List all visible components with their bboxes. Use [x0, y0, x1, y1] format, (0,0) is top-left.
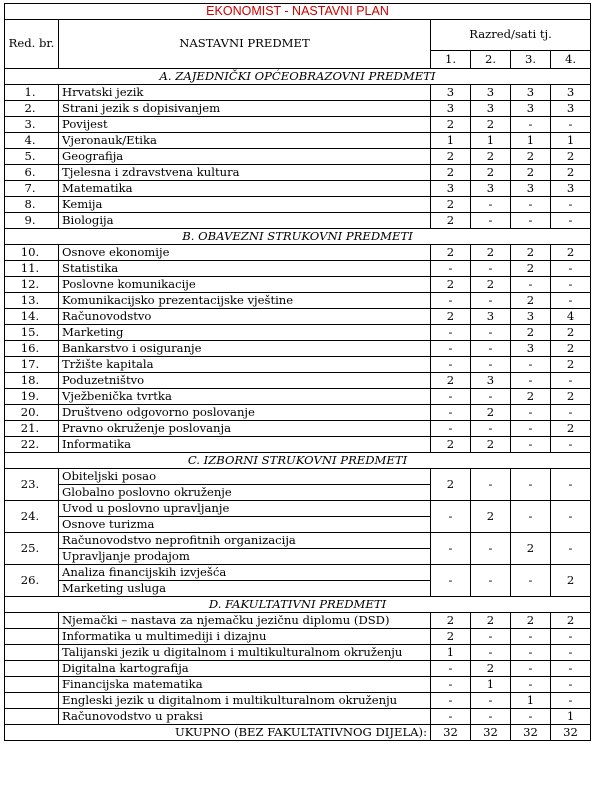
table-row — [5, 613, 591, 629]
row-number — [5, 709, 59, 725]
hours-cell: - — [471, 341, 511, 357]
header-red-br: Red. br. — [5, 20, 59, 69]
hours-cell: 2 — [471, 405, 511, 421]
hours-cell: - — [511, 677, 551, 693]
hours-cell: 2 — [551, 613, 591, 629]
hours-cell: 2 — [511, 165, 551, 181]
row-number: 25. — [5, 533, 59, 565]
hours-cell: 2 — [551, 565, 591, 597]
table-row — [5, 181, 591, 197]
hours-cell: 1 — [431, 133, 471, 149]
row-number: 9. — [5, 213, 59, 229]
table-row — [5, 389, 591, 405]
hours-cell: - — [471, 357, 511, 373]
table-row — [5, 469, 591, 485]
hours-cell: - — [511, 405, 551, 421]
subject-name: Marketing — [59, 325, 431, 341]
section-title: D. FAKULTATIVNI PREDMETI — [5, 597, 591, 613]
subject-name: Društveno odgovorno poslovanje — [59, 405, 431, 421]
hours-cell: 2 — [431, 309, 471, 325]
subject-name: Tjelesna i zdravstvena kultura — [59, 165, 431, 181]
total-cell: 32 — [471, 725, 511, 741]
subject-name: Talijanski jezik u digitalnom i multikulturalnom okruženju — [59, 645, 431, 661]
hours-cell: - — [431, 501, 471, 533]
row-number — [5, 629, 59, 645]
hours-cell: 2 — [471, 501, 511, 533]
hours-cell: - — [551, 293, 591, 309]
hours-cell: - — [511, 661, 551, 677]
subject-name: Računovodstvo — [59, 309, 431, 325]
hours-cell: - — [431, 261, 471, 277]
row-number: 6. — [5, 165, 59, 181]
hours-cell: - — [471, 389, 511, 405]
hours-cell: 3 — [551, 101, 591, 117]
table-row — [5, 101, 591, 117]
table-row — [5, 437, 591, 453]
row-number: 12. — [5, 277, 59, 293]
hours-cell: - — [431, 693, 471, 709]
hours-cell: - — [471, 421, 511, 437]
hours-cell: 2 — [431, 437, 471, 453]
subject-name: Obiteljski posao — [59, 469, 431, 485]
hours-cell: 2 — [511, 533, 551, 565]
hours-cell: - — [471, 197, 511, 213]
table-row — [5, 357, 591, 373]
subject-name: Hrvatski jezik — [59, 85, 431, 101]
hours-cell: - — [551, 261, 591, 277]
subject-name: Marketing usluga — [59, 581, 431, 597]
hours-cell: 3 — [471, 373, 511, 389]
table-row — [5, 197, 591, 213]
hours-cell: 3 — [431, 85, 471, 101]
hours-cell: 2 — [431, 469, 471, 501]
row-number: 4. — [5, 133, 59, 149]
hours-cell: - — [511, 469, 551, 501]
subject-name: Digitalna kartografija — [59, 661, 431, 677]
subject-name: Osnove ekonomije — [59, 245, 431, 261]
table-row — [5, 677, 591, 693]
hours-cell: - — [551, 501, 591, 533]
row-number: 16. — [5, 341, 59, 357]
hours-cell: - — [551, 677, 591, 693]
total-label: UKUPNO (BEZ FAKULTATIVNOG DIJELA): — [5, 725, 431, 741]
row-number: 18. — [5, 373, 59, 389]
hours-cell: 2 — [511, 245, 551, 261]
hours-cell: - — [431, 293, 471, 309]
total-row — [5, 725, 591, 741]
hours-cell: 3 — [511, 101, 551, 117]
table-row — [5, 325, 591, 341]
hours-cell: 2 — [511, 261, 551, 277]
hours-cell: 4 — [551, 309, 591, 325]
hours-cell: 2 — [431, 373, 471, 389]
hours-cell: - — [511, 117, 551, 133]
hours-cell: 2 — [431, 149, 471, 165]
hours-cell: 2 — [471, 437, 511, 453]
row-number — [5, 693, 59, 709]
hours-cell: 2 — [551, 389, 591, 405]
table-row — [5, 693, 591, 709]
row-number: 15. — [5, 325, 59, 341]
hours-cell: 2 — [431, 613, 471, 629]
hours-cell: 2 — [431, 629, 471, 645]
hours-cell: 3 — [511, 181, 551, 197]
hours-cell: - — [511, 565, 551, 597]
hours-cell: - — [551, 693, 591, 709]
hours-cell: - — [511, 277, 551, 293]
header-year: 4. — [551, 51, 591, 69]
hours-cell: - — [431, 405, 471, 421]
hours-cell: 2 — [511, 613, 551, 629]
table-title: EKONOMIST - NASTAVNI PLAN — [5, 4, 591, 20]
section-title: A. ZAJEDNIČKI OPĆEOBRAZOVNI PREDMETI — [5, 69, 591, 85]
hours-cell: 2 — [471, 149, 511, 165]
table-row — [5, 277, 591, 293]
hours-cell: 2 — [471, 661, 511, 677]
header-year: 2. — [471, 51, 511, 69]
hours-cell: 3 — [511, 85, 551, 101]
subject-name: Financijska matematika — [59, 677, 431, 693]
table-row — [5, 245, 591, 261]
table-row — [5, 629, 591, 645]
hours-cell: 2 — [551, 357, 591, 373]
row-number: 13. — [5, 293, 59, 309]
hours-cell: 2 — [431, 245, 471, 261]
subject-name: Pravno okruženje poslovanja — [59, 421, 431, 437]
hours-cell: - — [431, 677, 471, 693]
hours-cell: - — [471, 709, 511, 725]
table-row — [5, 709, 591, 725]
hours-cell: - — [511, 197, 551, 213]
row-number — [5, 677, 59, 693]
header-year: 1. — [431, 51, 471, 69]
subject-name: Računovodstvo u praksi — [59, 709, 431, 725]
total-cell: 32 — [551, 725, 591, 741]
header-subject: NASTAVNI PREDMET — [59, 20, 431, 69]
hours-cell: - — [431, 709, 471, 725]
hours-cell: - — [511, 421, 551, 437]
curriculum-document — [4, 3, 590, 741]
row-number: 8. — [5, 197, 59, 213]
hours-cell: 3 — [471, 85, 511, 101]
hours-cell: - — [551, 437, 591, 453]
hours-cell: 2 — [511, 389, 551, 405]
hours-cell: - — [551, 469, 591, 501]
row-number: 5. — [5, 149, 59, 165]
table-row — [5, 421, 591, 437]
hours-cell: 2 — [551, 149, 591, 165]
row-number: 26. — [5, 565, 59, 597]
hours-cell: - — [551, 645, 591, 661]
subject-name: Globalno poslovno okruženje — [59, 485, 431, 501]
table-row — [5, 165, 591, 181]
hours-cell: 2 — [431, 197, 471, 213]
hours-cell: - — [511, 709, 551, 725]
hours-cell: 1 — [471, 133, 511, 149]
hours-cell: 1 — [471, 677, 511, 693]
hours-cell: - — [511, 501, 551, 533]
row-number: 10. — [5, 245, 59, 261]
hours-cell: 2 — [431, 165, 471, 181]
subject-name: Komunikacijsko prezentacijske vještine — [59, 293, 431, 309]
hours-cell: 2 — [551, 421, 591, 437]
table-row — [5, 645, 591, 661]
row-number: 1. — [5, 85, 59, 101]
table-row — [5, 149, 591, 165]
hours-cell: - — [471, 533, 511, 565]
row-number: 2. — [5, 101, 59, 117]
row-number — [5, 661, 59, 677]
subject-name: Vjeronauk/Etika — [59, 133, 431, 149]
subject-name: Biologija — [59, 213, 431, 229]
hours-cell: - — [511, 373, 551, 389]
table-row — [5, 309, 591, 325]
hours-cell: 3 — [471, 181, 511, 197]
total-cell: 32 — [511, 725, 551, 741]
subject-name: Bankarstvo i osiguranje — [59, 341, 431, 357]
row-number — [5, 645, 59, 661]
hours-cell: 1 — [511, 693, 551, 709]
hours-cell: - — [471, 629, 511, 645]
table-row — [5, 373, 591, 389]
hours-cell: - — [431, 341, 471, 357]
row-number: 20. — [5, 405, 59, 421]
hours-cell: 2 — [551, 325, 591, 341]
curriculum-table — [4, 3, 591, 741]
hours-cell: 2 — [511, 325, 551, 341]
hours-cell: 1 — [551, 133, 591, 149]
hours-cell: - — [511, 213, 551, 229]
row-number: 17. — [5, 357, 59, 373]
subject-name: Povijest — [59, 117, 431, 133]
hours-cell: 2 — [471, 165, 511, 181]
hours-cell: - — [471, 693, 511, 709]
hours-cell: - — [431, 661, 471, 677]
hours-cell: - — [431, 533, 471, 565]
hours-cell: 2 — [431, 117, 471, 133]
hours-cell: 2 — [431, 277, 471, 293]
row-number: 24. — [5, 501, 59, 533]
hours-cell: 3 — [551, 181, 591, 197]
header-grade: Razred/sati tj. — [431, 20, 591, 51]
row-number — [5, 613, 59, 629]
row-number: 7. — [5, 181, 59, 197]
hours-cell: - — [471, 325, 511, 341]
hours-cell: - — [551, 629, 591, 645]
subject-name: Osnove turizma — [59, 517, 431, 533]
subject-name: Analiza financijskih izvješća — [59, 565, 431, 581]
subject-name: Kemija — [59, 197, 431, 213]
hours-cell: - — [511, 357, 551, 373]
hours-cell: - — [471, 213, 511, 229]
hours-cell: 2 — [511, 149, 551, 165]
hours-cell: 2 — [471, 245, 511, 261]
hours-cell: 2 — [551, 245, 591, 261]
section-title: B. OBAVEZNI STRUKOVNI PREDMETI — [5, 229, 591, 245]
hours-cell: - — [551, 661, 591, 677]
section-title: C. IZBORNI STRUKOVNI PREDMETI — [5, 453, 591, 469]
row-number: 21. — [5, 421, 59, 437]
subject-name: Poduzetništvo — [59, 373, 431, 389]
hours-cell: - — [471, 645, 511, 661]
hours-cell: - — [431, 421, 471, 437]
hours-cell: - — [511, 437, 551, 453]
hours-cell: - — [471, 293, 511, 309]
table-row — [5, 533, 591, 549]
hours-cell: - — [471, 261, 511, 277]
table-row — [5, 341, 591, 357]
hours-cell: 1 — [431, 645, 471, 661]
hours-cell: - — [471, 565, 511, 597]
row-number: 3. — [5, 117, 59, 133]
hours-cell: 3 — [471, 101, 511, 117]
subject-name: Strani jezik s dopisivanjem — [59, 101, 431, 117]
subject-name: Tržište kapitala — [59, 357, 431, 373]
subject-name: Matematika — [59, 181, 431, 197]
subject-name: Engleski jezik u digitalnom i multikulturalnom okruženju — [59, 693, 431, 709]
header-year: 3. — [511, 51, 551, 69]
subject-name: Računovodstvo neprofitnih organizacija — [59, 533, 431, 549]
subject-name: Poslovne komunikacije — [59, 277, 431, 293]
row-number: 14. — [5, 309, 59, 325]
subject-name: Upravljanje prodajom — [59, 549, 431, 565]
hours-cell: 2 — [471, 117, 511, 133]
hours-cell: - — [551, 373, 591, 389]
hours-cell: 2 — [551, 341, 591, 357]
row-number: 19. — [5, 389, 59, 405]
subject-name: Informatika u multimediji i dizajnu — [59, 629, 431, 645]
hours-cell: 3 — [551, 85, 591, 101]
table-row — [5, 565, 591, 581]
hours-cell: 1 — [511, 133, 551, 149]
hours-cell: - — [551, 117, 591, 133]
hours-cell: 3 — [431, 181, 471, 197]
subject-name: Vježbenička tvrtka — [59, 389, 431, 405]
hours-cell: - — [551, 197, 591, 213]
subject-name: Geografija — [59, 149, 431, 165]
hours-cell: - — [431, 565, 471, 597]
hours-cell: 2 — [471, 613, 511, 629]
table-row — [5, 501, 591, 517]
table-row — [5, 405, 591, 421]
hours-cell: - — [431, 389, 471, 405]
hours-cell: - — [511, 629, 551, 645]
hours-cell: - — [551, 533, 591, 565]
subject-name: Statistika — [59, 261, 431, 277]
hours-cell: 3 — [431, 101, 471, 117]
table-row — [5, 117, 591, 133]
hours-cell: - — [551, 405, 591, 421]
table-row — [5, 261, 591, 277]
hours-cell: - — [431, 325, 471, 341]
table-row — [5, 661, 591, 677]
row-number: 22. — [5, 437, 59, 453]
table-row — [5, 293, 591, 309]
row-number: 23. — [5, 469, 59, 501]
subject-name: Njemački – nastava za njemačku jezičnu diplomu (DSD) — [59, 613, 431, 629]
table-row — [5, 85, 591, 101]
hours-cell: 2 — [511, 293, 551, 309]
subject-name: Uvod u poslovno upravljanje — [59, 501, 431, 517]
hours-cell: 3 — [511, 341, 551, 357]
hours-cell: 3 — [511, 309, 551, 325]
hours-cell: - — [511, 645, 551, 661]
hours-cell: - — [431, 357, 471, 373]
table-row — [5, 133, 591, 149]
hours-cell: 1 — [551, 709, 591, 725]
hours-cell: - — [471, 469, 511, 501]
hours-cell: - — [551, 213, 591, 229]
hours-cell: 3 — [471, 309, 511, 325]
total-cell: 32 — [431, 725, 471, 741]
table-row — [5, 213, 591, 229]
hours-cell: 2 — [431, 213, 471, 229]
hours-cell: 2 — [551, 165, 591, 181]
row-number: 11. — [5, 261, 59, 277]
hours-cell: 2 — [471, 277, 511, 293]
hours-cell: - — [551, 277, 591, 293]
subject-name: Informatika — [59, 437, 431, 453]
